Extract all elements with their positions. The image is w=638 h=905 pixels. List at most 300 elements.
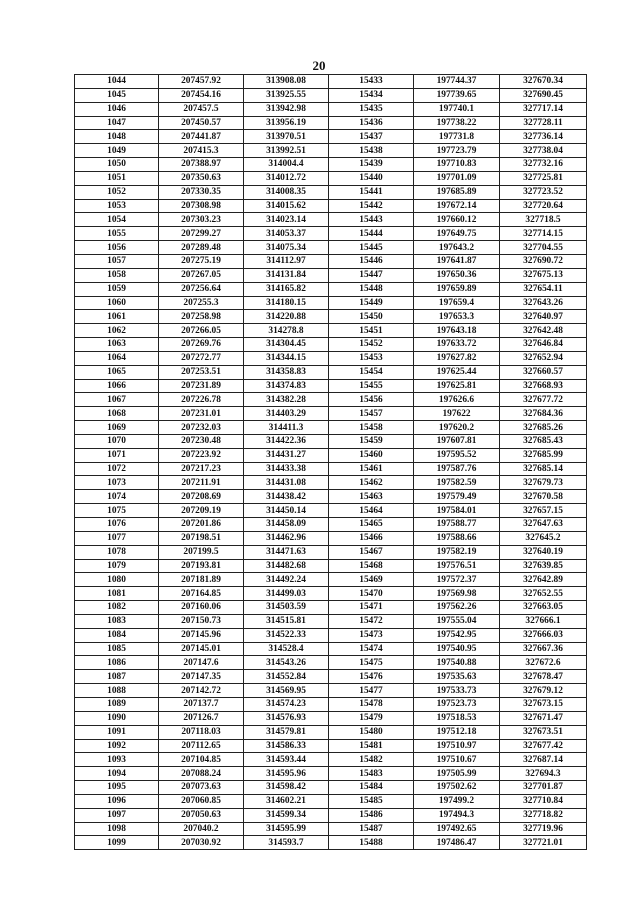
cell-point-id-b: 15461	[329, 462, 414, 476]
cell-x-coord-a: 207272.77	[159, 351, 244, 365]
cell-point-id-b: 15477	[329, 684, 414, 698]
table-row	[75, 587, 587, 601]
cell-x-coord-b: 197607.81	[414, 434, 500, 448]
cell-point-id-b: 15460	[329, 448, 414, 462]
cell-point-id-a: 1091	[75, 725, 159, 739]
table-row	[75, 434, 587, 448]
cell-x-coord-b: 197510.67	[414, 753, 500, 767]
cell-x-coord-a: 207299.27	[159, 227, 244, 241]
table-row	[75, 711, 587, 725]
cell-x-coord-a: 207030.92	[159, 836, 244, 850]
cell-y-coord-b: 327732.16	[500, 158, 587, 172]
table-row	[75, 462, 587, 476]
cell-y-coord-a: 314492.24	[244, 573, 329, 587]
cell-point-id-b: 15441	[329, 185, 414, 199]
cell-x-coord-b: 197588.66	[414, 531, 500, 545]
cell-point-id-b: 15462	[329, 476, 414, 490]
cell-y-coord-b: 327657.15	[500, 504, 587, 518]
cell-y-coord-b: 327685.14	[500, 462, 587, 476]
cell-y-coord-a: 314220.88	[244, 310, 329, 324]
cell-x-coord-a: 207230.48	[159, 434, 244, 448]
cell-x-coord-a: 207199.5	[159, 545, 244, 559]
table-row	[75, 822, 587, 836]
table-row	[75, 697, 587, 711]
cell-point-id-a: 1073	[75, 476, 159, 490]
cell-point-id-b: 15449	[329, 296, 414, 310]
cell-y-coord-a: 314012.72	[244, 171, 329, 185]
cell-y-coord-b: 327687.14	[500, 753, 587, 767]
cell-point-id-a: 1075	[75, 504, 159, 518]
cell-x-coord-a: 207275.19	[159, 254, 244, 268]
cell-point-id-a: 1099	[75, 836, 159, 850]
cell-y-coord-b: 327679.12	[500, 684, 587, 698]
cell-point-id-b: 15457	[329, 407, 414, 421]
cell-y-coord-a: 314433.38	[244, 462, 329, 476]
cell-x-coord-a: 207147.35	[159, 670, 244, 684]
cell-y-coord-b: 327646.84	[500, 338, 587, 352]
cell-x-coord-b: 197672.14	[414, 199, 500, 213]
cell-point-id-b: 15475	[329, 656, 414, 670]
table-row	[75, 725, 587, 739]
coordinates-table-body	[75, 75, 587, 850]
cell-point-id-a: 1053	[75, 199, 159, 213]
cell-y-coord-b: 327685.26	[500, 421, 587, 435]
cell-y-coord-b: 327694.3	[500, 767, 587, 781]
cell-x-coord-a: 207289.48	[159, 241, 244, 255]
cell-point-id-b: 15479	[329, 711, 414, 725]
cell-y-coord-b: 327642.89	[500, 573, 587, 587]
table-row	[75, 75, 587, 89]
cell-x-coord-a: 207150.73	[159, 614, 244, 628]
cell-y-coord-b: 327660.57	[500, 365, 587, 379]
cell-y-coord-a: 314075.34	[244, 241, 329, 255]
cell-y-coord-b: 327652.55	[500, 587, 587, 601]
cell-y-coord-b: 327654.11	[500, 282, 587, 296]
cell-x-coord-a: 207330.35	[159, 185, 244, 199]
cell-x-coord-b: 197595.52	[414, 448, 500, 462]
cell-y-coord-b: 327667.36	[500, 642, 587, 656]
cell-y-coord-b: 327710.84	[500, 794, 587, 808]
cell-y-coord-a: 314515.81	[244, 614, 329, 628]
cell-point-id-a: 1079	[75, 559, 159, 573]
cell-x-coord-a: 207258.98	[159, 310, 244, 324]
cell-point-id-b: 15453	[329, 351, 414, 365]
cell-y-coord-a: 314422.36	[244, 434, 329, 448]
cell-y-coord-b: 327673.15	[500, 697, 587, 711]
cell-y-coord-a: 314304.45	[244, 338, 329, 352]
cell-y-coord-b: 327718.5	[500, 213, 587, 227]
cell-point-id-a: 1074	[75, 490, 159, 504]
cell-y-coord-a: 314586.33	[244, 739, 329, 753]
cell-point-id-b: 15459	[329, 434, 414, 448]
cell-y-coord-a: 314431.27	[244, 448, 329, 462]
table-row	[75, 393, 587, 407]
cell-y-coord-a: 314023.14	[244, 213, 329, 227]
table-row	[75, 296, 587, 310]
table-row	[75, 836, 587, 850]
cell-point-id-a: 1089	[75, 697, 159, 711]
cell-point-id-b: 15483	[329, 767, 414, 781]
cell-point-id-b: 15458	[329, 421, 414, 435]
table-row	[75, 116, 587, 130]
cell-x-coord-b: 197494.3	[414, 808, 500, 822]
cell-y-coord-a: 314599.34	[244, 808, 329, 822]
cell-x-coord-a: 207208.69	[159, 490, 244, 504]
cell-point-id-a: 1066	[75, 379, 159, 393]
cell-point-id-b: 15466	[329, 531, 414, 545]
table-row	[75, 794, 587, 808]
table-row	[75, 518, 587, 532]
cell-y-coord-b: 327728.11	[500, 116, 587, 130]
table-row	[75, 102, 587, 116]
cell-y-coord-b: 327685.43	[500, 434, 587, 448]
cell-y-coord-b: 327678.47	[500, 670, 587, 684]
cell-y-coord-a: 314344.15	[244, 351, 329, 365]
cell-point-id-b: 15474	[329, 642, 414, 656]
cell-x-coord-b: 197643.2	[414, 241, 500, 255]
cell-y-coord-a: 314593.44	[244, 753, 329, 767]
cell-x-coord-b: 197502.62	[414, 781, 500, 795]
cell-point-id-b: 15472	[329, 614, 414, 628]
cell-x-coord-a: 207457.5	[159, 102, 244, 116]
cell-point-id-a: 1092	[75, 739, 159, 753]
cell-y-coord-a: 314382.28	[244, 393, 329, 407]
cell-point-id-b: 15454	[329, 365, 414, 379]
table-row	[75, 531, 587, 545]
cell-point-id-b: 15448	[329, 282, 414, 296]
cell-point-id-a: 1059	[75, 282, 159, 296]
cell-point-id-a: 1063	[75, 338, 159, 352]
cell-point-id-a: 1055	[75, 227, 159, 241]
cell-point-id-b: 15463	[329, 490, 414, 504]
cell-y-coord-b: 327671.47	[500, 711, 587, 725]
cell-point-id-a: 1054	[75, 213, 159, 227]
cell-x-coord-b: 197588.77	[414, 518, 500, 532]
cell-y-coord-b: 327719.96	[500, 822, 587, 836]
cell-point-id-b: 15484	[329, 781, 414, 795]
cell-x-coord-b: 197505.99	[414, 767, 500, 781]
cell-x-coord-a: 207267.05	[159, 268, 244, 282]
cell-y-coord-a: 313992.51	[244, 144, 329, 158]
cell-point-id-a: 1051	[75, 171, 159, 185]
table-row	[75, 684, 587, 698]
cell-point-id-a: 1071	[75, 448, 159, 462]
cell-x-coord-b: 197685.89	[414, 185, 500, 199]
cell-x-coord-b: 197622	[414, 407, 500, 421]
cell-point-id-a: 1083	[75, 614, 159, 628]
cell-y-coord-a: 314053.37	[244, 227, 329, 241]
cell-x-coord-a: 207303.23	[159, 213, 244, 227]
cell-point-id-a: 1057	[75, 254, 159, 268]
cell-y-coord-a: 314574.23	[244, 697, 329, 711]
cell-x-coord-a: 207256.64	[159, 282, 244, 296]
cell-x-coord-a: 207126.7	[159, 711, 244, 725]
cell-x-coord-a: 207198.51	[159, 531, 244, 545]
cell-y-coord-a: 314595.96	[244, 767, 329, 781]
cell-point-id-b: 15450	[329, 310, 414, 324]
cell-x-coord-b: 197499.2	[414, 794, 500, 808]
cell-x-coord-b: 197620.2	[414, 421, 500, 435]
cell-y-coord-b: 327645.2	[500, 531, 587, 545]
cell-point-id-b: 15487	[329, 822, 414, 836]
cell-x-coord-b: 197540.88	[414, 656, 500, 670]
cell-x-coord-b: 197540.95	[414, 642, 500, 656]
cell-x-coord-b: 197723.79	[414, 144, 500, 158]
cell-y-coord-a: 314411.3	[244, 421, 329, 435]
cell-point-id-a: 1064	[75, 351, 159, 365]
table-row	[75, 656, 587, 670]
cell-x-coord-a: 207073.63	[159, 781, 244, 795]
cell-x-coord-a: 207350.63	[159, 171, 244, 185]
table-row	[75, 310, 587, 324]
table-row	[75, 739, 587, 753]
cell-y-coord-a: 314374.83	[244, 379, 329, 393]
cell-y-coord-a: 314595.99	[244, 822, 329, 836]
cell-x-coord-a: 207104.85	[159, 753, 244, 767]
cell-y-coord-a: 314552.84	[244, 670, 329, 684]
cell-point-id-a: 1062	[75, 324, 159, 338]
cell-x-coord-a: 207253.51	[159, 365, 244, 379]
table-row	[75, 379, 587, 393]
cell-x-coord-b: 197731.8	[414, 130, 500, 144]
cell-x-coord-a: 207441.87	[159, 130, 244, 144]
cell-y-coord-b: 327663.05	[500, 601, 587, 615]
cell-point-id-b: 15471	[329, 601, 414, 615]
cell-point-id-a: 1087	[75, 670, 159, 684]
cell-y-coord-b: 327723.52	[500, 185, 587, 199]
cell-point-id-a: 1094	[75, 767, 159, 781]
cell-x-coord-b: 197572.37	[414, 573, 500, 587]
cell-point-id-b: 15438	[329, 144, 414, 158]
cell-x-coord-b: 197492.65	[414, 822, 500, 836]
table-row	[75, 268, 587, 282]
cell-x-coord-b: 197587.76	[414, 462, 500, 476]
cell-y-coord-a: 314458.09	[244, 518, 329, 532]
cell-point-id-b: 15447	[329, 268, 414, 282]
cell-point-id-b: 15436	[329, 116, 414, 130]
cell-point-id-a: 1081	[75, 587, 159, 601]
cell-point-id-a: 1093	[75, 753, 159, 767]
cell-point-id-b: 15442	[329, 199, 414, 213]
cell-point-id-b: 15456	[329, 393, 414, 407]
cell-point-id-b: 15451	[329, 324, 414, 338]
cell-point-id-a: 1070	[75, 434, 159, 448]
cell-x-coord-b: 197523.73	[414, 697, 500, 711]
cell-y-coord-b: 327640.19	[500, 545, 587, 559]
cell-point-id-a: 1084	[75, 628, 159, 642]
cell-y-coord-a: 314593.7	[244, 836, 329, 850]
cell-point-id-b: 15435	[329, 102, 414, 116]
cell-point-id-a: 1090	[75, 711, 159, 725]
cell-y-coord-b: 327725.81	[500, 171, 587, 185]
cell-point-id-a: 1096	[75, 794, 159, 808]
cell-x-coord-a: 207308.98	[159, 199, 244, 213]
table-row	[75, 199, 587, 213]
table-row	[75, 407, 587, 421]
cell-y-coord-a: 314482.68	[244, 559, 329, 573]
cell-y-coord-b: 327690.72	[500, 254, 587, 268]
cell-x-coord-b: 197659.4	[414, 296, 500, 310]
cell-y-coord-a: 314471.63	[244, 545, 329, 559]
cell-point-id-b: 15478	[329, 697, 414, 711]
cell-x-coord-b: 197739.65	[414, 88, 500, 102]
cell-point-id-b: 15468	[329, 559, 414, 573]
table-row	[75, 476, 587, 490]
cell-y-coord-b: 327701.87	[500, 781, 587, 795]
cell-x-coord-a: 207145.01	[159, 642, 244, 656]
cell-y-coord-a: 314438.42	[244, 490, 329, 504]
cell-x-coord-a: 207118.03	[159, 725, 244, 739]
cell-point-id-a: 1061	[75, 310, 159, 324]
cell-point-id-b: 15470	[329, 587, 414, 601]
cell-x-coord-b: 197650.36	[414, 268, 500, 282]
cell-y-coord-b: 327677.72	[500, 393, 587, 407]
cell-y-coord-a: 314008.35	[244, 185, 329, 199]
cell-x-coord-b: 197518.53	[414, 711, 500, 725]
cell-point-id-b: 15473	[329, 628, 414, 642]
cell-x-coord-b: 197633.72	[414, 338, 500, 352]
cell-y-coord-b: 327677.42	[500, 739, 587, 753]
cell-x-coord-b: 197625.81	[414, 379, 500, 393]
cell-y-coord-a: 314403.29	[244, 407, 329, 421]
cell-y-coord-a: 314165.82	[244, 282, 329, 296]
cell-y-coord-b: 327718.82	[500, 808, 587, 822]
cell-point-id-b: 15444	[329, 227, 414, 241]
cell-y-coord-a: 314431.08	[244, 476, 329, 490]
cell-point-id-b: 15482	[329, 753, 414, 767]
table-row	[75, 559, 587, 573]
cell-x-coord-a: 207211.91	[159, 476, 244, 490]
cell-point-id-b: 15476	[329, 670, 414, 684]
cell-point-id-a: 1068	[75, 407, 159, 421]
table-row	[75, 448, 587, 462]
cell-point-id-a: 1078	[75, 545, 159, 559]
cell-point-id-a: 1048	[75, 130, 159, 144]
table-row	[75, 614, 587, 628]
cell-x-coord-a: 207137.7	[159, 697, 244, 711]
cell-y-coord-a: 314569.95	[244, 684, 329, 698]
cell-y-coord-a: 314522.33	[244, 628, 329, 642]
cell-y-coord-b: 327738.04	[500, 144, 587, 158]
cell-point-id-b: 15486	[329, 808, 414, 822]
cell-point-id-a: 1095	[75, 781, 159, 795]
cell-x-coord-b: 197641.87	[414, 254, 500, 268]
cell-x-coord-b: 197659.89	[414, 282, 500, 296]
cell-y-coord-a: 314004.4	[244, 158, 329, 172]
cell-x-coord-b: 197738.22	[414, 116, 500, 130]
cell-x-coord-a: 207217.23	[159, 462, 244, 476]
cell-y-coord-a: 314015.62	[244, 199, 329, 213]
cell-x-coord-b: 197569.98	[414, 587, 500, 601]
cell-x-coord-a: 207255.3	[159, 296, 244, 310]
table-row	[75, 642, 587, 656]
cell-x-coord-a: 207193.81	[159, 559, 244, 573]
table-row	[75, 130, 587, 144]
cell-y-coord-b: 327670.58	[500, 490, 587, 504]
table-row	[75, 670, 587, 684]
cell-x-coord-b: 197649.75	[414, 227, 500, 241]
table-row	[75, 324, 587, 338]
cell-x-coord-b: 197660.12	[414, 213, 500, 227]
cell-x-coord-a: 207160.06	[159, 601, 244, 615]
cell-point-id-a: 1086	[75, 656, 159, 670]
table-row	[75, 767, 587, 781]
table-row	[75, 185, 587, 199]
cell-y-coord-a: 313956.19	[244, 116, 329, 130]
cell-point-id-a: 1067	[75, 393, 159, 407]
cell-x-coord-b: 197744.37	[414, 75, 500, 89]
cell-y-coord-a: 314598.42	[244, 781, 329, 795]
cell-point-id-b: 15455	[329, 379, 414, 393]
cell-point-id-b: 15488	[329, 836, 414, 850]
cell-point-id-b: 15481	[329, 739, 414, 753]
cell-point-id-a: 1076	[75, 518, 159, 532]
cell-x-coord-a: 207147.6	[159, 656, 244, 670]
cell-point-id-a: 1077	[75, 531, 159, 545]
cell-x-coord-a: 207040.2	[159, 822, 244, 836]
cell-point-id-a: 1052	[75, 185, 159, 199]
cell-x-coord-a: 207164.85	[159, 587, 244, 601]
cell-point-id-b: 15446	[329, 254, 414, 268]
cell-point-id-b: 15440	[329, 171, 414, 185]
cell-x-coord-a: 207223.92	[159, 448, 244, 462]
cell-point-id-a: 1072	[75, 462, 159, 476]
cell-y-coord-b: 327639.85	[500, 559, 587, 573]
coordinates-table	[74, 74, 587, 850]
table-row	[75, 351, 587, 365]
cell-y-coord-b: 327652.94	[500, 351, 587, 365]
cell-x-coord-b: 197555.04	[414, 614, 500, 628]
cell-y-coord-b: 327666.03	[500, 628, 587, 642]
cell-point-id-a: 1098	[75, 822, 159, 836]
cell-x-coord-b: 197643.18	[414, 324, 500, 338]
cell-y-coord-a: 314112.97	[244, 254, 329, 268]
cell-point-id-a: 1045	[75, 88, 159, 102]
cell-x-coord-a: 207450.57	[159, 116, 244, 130]
cell-point-id-b: 15485	[329, 794, 414, 808]
cell-point-id-b: 15439	[329, 158, 414, 172]
cell-y-coord-b: 327647.63	[500, 518, 587, 532]
cell-y-coord-a: 314462.96	[244, 531, 329, 545]
table-row	[75, 628, 587, 642]
cell-x-coord-a: 207209.19	[159, 504, 244, 518]
cell-x-coord-a: 207226.78	[159, 393, 244, 407]
cell-y-coord-b: 327721.01	[500, 836, 587, 850]
table-row	[75, 504, 587, 518]
cell-y-coord-a: 314503.59	[244, 601, 329, 615]
cell-x-coord-b: 197627.82	[414, 351, 500, 365]
cell-point-id-b: 15434	[329, 88, 414, 102]
cell-y-coord-b: 327673.51	[500, 725, 587, 739]
cell-y-coord-a: 313942.98	[244, 102, 329, 116]
cell-point-id-b: 15445	[329, 241, 414, 255]
cell-point-id-a: 1049	[75, 144, 159, 158]
cell-y-coord-b: 327666.1	[500, 614, 587, 628]
cell-y-coord-a: 314278.8	[244, 324, 329, 338]
cell-x-coord-a: 207142.72	[159, 684, 244, 698]
cell-point-id-a: 1082	[75, 601, 159, 615]
table-row	[75, 254, 587, 268]
cell-x-coord-b: 197710.83	[414, 158, 500, 172]
table-row	[75, 808, 587, 822]
cell-x-coord-b: 197562.26	[414, 601, 500, 615]
cell-point-id-a: 1069	[75, 421, 159, 435]
cell-y-coord-a: 314528.4	[244, 642, 329, 656]
cell-y-coord-b: 327640.97	[500, 310, 587, 324]
cell-y-coord-a: 314131.84	[244, 268, 329, 282]
cell-y-coord-a: 314543.26	[244, 656, 329, 670]
cell-point-id-a: 1046	[75, 102, 159, 116]
